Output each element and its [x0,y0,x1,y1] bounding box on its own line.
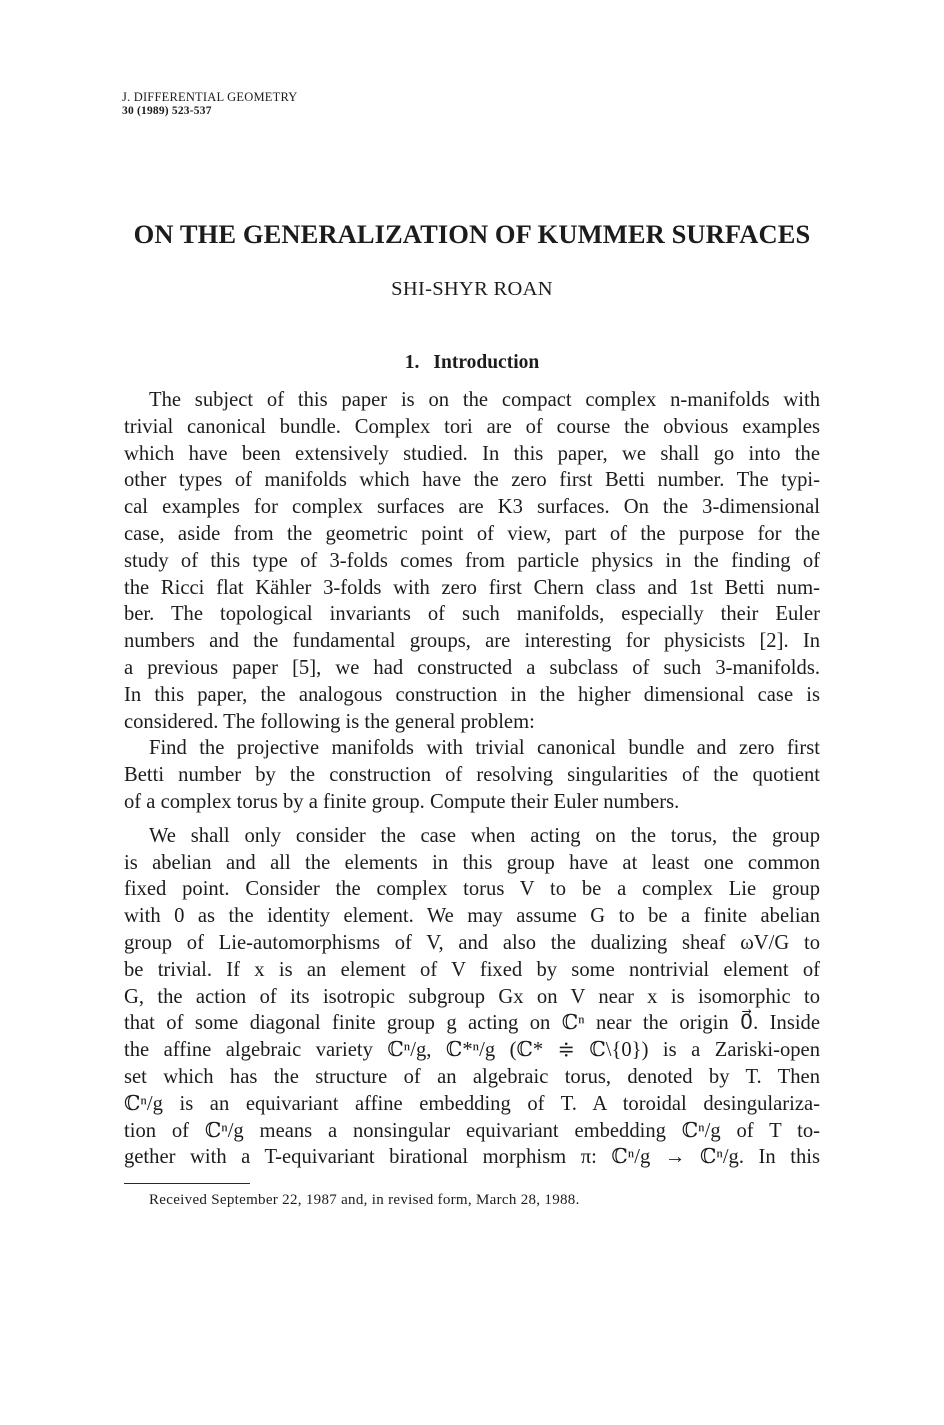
text-line: tion of ℂⁿ/g means a nonsingular equivariant embedding ℂⁿ/g of T to- [124,1119,820,1142]
text-line: case, aside from the geometric point of view, part of the purpose for the [124,522,820,545]
text-line: be trivial. If x is an element of V fixed by some nontrivial element of [124,958,820,981]
text-line: fixed point. Consider the complex torus V to be a complex Lie group [124,878,820,901]
text-line: considered. The following is the general problem: [124,710,535,733]
paper-title: ON THE GENERALIZATION OF KUMMER SURFACES [133,219,811,249]
paragraph-1 [124,387,820,735]
text-line: trivial canonical bundle. Complex tori are of course the obvious examples [124,415,820,438]
section-title: Introduction [433,352,540,373]
footnote-rule [124,1183,250,1184]
text-line: of a complex torus by a finite group. Compute their Euler numbers. [124,790,680,813]
author-name: SHI-SHYR ROAN [391,278,553,300]
journal-header [122,90,298,118]
text-line: gether with a T-equivariant birational morphism π: ℂⁿ/g → ℂⁿ/g. In this [124,1146,820,1169]
body-text [124,387,820,1171]
text-line: Find the projective manifolds with trivial canonical bundle and zero first [149,737,820,760]
text-line: the Ricci flat Kähler 3-folds with zero first Chern class and 1st Betti num- [124,576,820,599]
text-line: ℂⁿ/g is an equivariant affine embedding of T. A toroidal desingulariza- [124,1092,820,1115]
text-line: group of Lie-automorphisms of V, and also the dualizing sheaf ωV/G to [124,931,820,954]
text-line: In this paper, the analogous construction in the higher dimensional case is [124,683,820,706]
text-line: G, the action of its isotropic subgroup Gx on V near x is isomorphic to [124,985,820,1008]
text-line: ber. The topological invariants of such manifolds, especially their Euler [124,603,820,626]
footnote: Received September 22, 1987 and, in revised form, March 28, 1988. [149,1192,580,1208]
journal-name: J. DIFFERENTIAL GEOMETRY [122,90,298,104]
text-line: study of this type of 3-folds comes from particle physics in the finding of [124,549,820,572]
text-line: which have been extensively studied. In this paper, we shall go into the [124,442,820,465]
text-line: Betti number by the construction of resolving singularities of the quotient [124,764,820,787]
text-line: numbers and the fundamental groups, are interesting for physicists [2]. In [124,630,820,653]
text-line: with 0 as the identity element. We may assume G to be a finite abelian [124,905,820,928]
text-line: a previous paper [5], we had constructed a subclass of such 3-manifolds. [124,656,820,679]
text-line: other types of manifolds which have the zero first Betti number. The typi- [124,469,820,492]
text-line: is abelian and all the elements in this group have at least one common [124,851,820,874]
text-line: that of some diagonal finite group g acting on ℂⁿ near the origin 0⃗. Inside [124,1012,820,1035]
paragraph-3 [124,823,820,1171]
journal-volume: 30 (1989) 523-537 [122,105,212,117]
text-line: We shall only consider the case when acting on the torus, the group [149,824,820,847]
text-line: set which has the structure of an algebraic torus, denoted by T. Then [124,1065,820,1088]
text-line: cal examples for complex surfaces are K3 surfaces. On the 3-dimensional [124,496,820,519]
paragraph-2 [124,735,820,815]
section-heading [0,352,944,374]
section-number: 1. [404,352,420,373]
text-line: the affine algebraic variety ℂⁿ/g, ℂ*ⁿ/g (ℂ* ≑ ℂ\{0}) is a Zariski-open [124,1039,820,1062]
text-line: The subject of this paper is on the compact complex n-manifolds with [149,389,820,411]
